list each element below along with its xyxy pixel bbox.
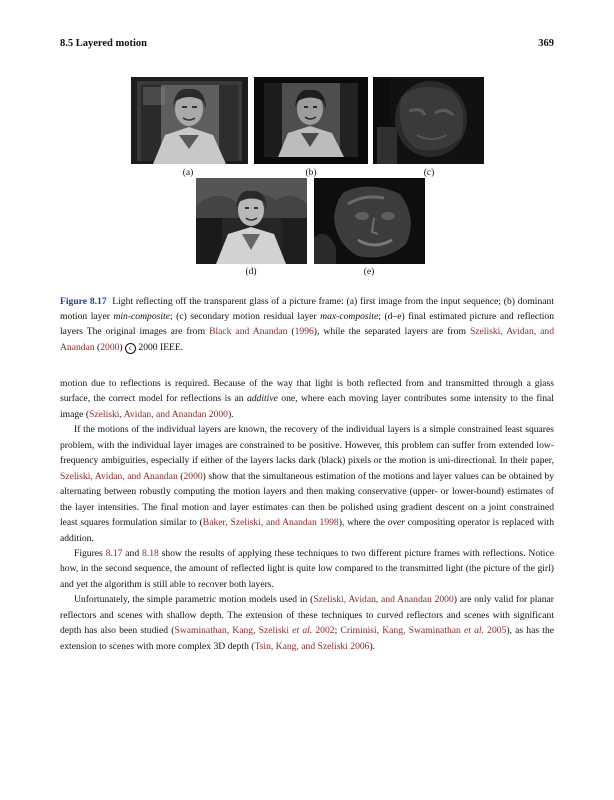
body-text — [60, 376, 554, 654]
figure-panel-c — [373, 77, 484, 164]
section-title: 8.5 Layered motion — [60, 38, 148, 49]
paragraph: motion due to reflections is required. Because of the way that light is both reflected from and transmitted through a glass surface, the correct model for reflections is an additive one, where each moving layer contributes some intensity to the final image (Szeliski, Avidan, and Anandan 2000). — [60, 378, 554, 420]
citation-link[interactable]: Baker, Szeliski, and Anandan 1998 — [202, 517, 339, 529]
panel-label-a: (a) — [182, 168, 194, 178]
citation-link[interactable]: Szeliski, Avidan, and Anandan — [60, 470, 178, 482]
citation-link[interactable]: Tsin, Kang, and Szeliski 2006 — [254, 640, 370, 652]
figure-panel-d — [196, 178, 307, 264]
citation-link[interactable]: 2000 — [183, 470, 203, 482]
citation-link[interactable]: Criminisi, Kang, Swaminathan et al. 2005 — [340, 625, 507, 637]
figure-caption: Figure 8.17 Light reflecting off the transparent glass of a picture frame: (a) first image from the input sequence; (b) dominant motion layer min-composite; (c) secondary motion residual layer max-composite; (d–e) final estimated picture and reflection layers The original images are from Black and Anandan (1996), while the separated layers are from Szeliski, Avidan, and Anandan (2000) c 2000 IEEE. — [60, 296, 554, 353]
figure-panel-e — [314, 178, 425, 264]
citation-link[interactable]: Szeliski, Avidan, and Anandan 2000 — [89, 408, 228, 420]
panel-label-e: (e) — [363, 267, 375, 277]
citation-link[interactable]: Black and Anandan — [209, 326, 288, 338]
figure-link[interactable]: 8.18 — [142, 547, 159, 559]
citation-link[interactable]: Swaminathan, Kang, Szeliski et al. 2002 — [174, 625, 335, 637]
citation-link[interactable]: Szeliski, Avidan, and Anandan 2000 — [313, 594, 454, 606]
paragraph: Unfortunately, the simple parametric motion models used in (Szeliski, Avidan, and Anandan 2000) are only valid for planar reflectors and scenes with shallow depth. The extension of these techniques to curved reflectors and scenes with significant depth has also been studied (Swaminathan, Kang, Szeliski et al. 2002; Criminisi, Kang, Swaminathan et al. 2005), as has the extension to scenes with more complex 3D depth (Tsin, Kang, and Szeliski 2006). — [60, 594, 554, 652]
panel-label-b: (b) — [305, 168, 317, 178]
panel-label-c: (c) — [423, 168, 435, 178]
panel-label-d: (d) — [245, 267, 257, 277]
paragraph: Figures 8.17 and 8.18 show the results of applying these techniques to two different picture frames with reflections. Notice how, in the second sequence, the amount of reflected light is quite low compared to the transmitted light (the picture of the girl) and yet the algorithm is still able to recover both layers. — [60, 547, 554, 590]
figure-label: Figure 8.17 — [60, 296, 107, 307]
figure-panel-a — [131, 77, 248, 164]
paragraph: If the motions of the individual layers are known, the recovery of the individual layers is a simple constrained least squares problem, with the individual layer images are constrained to be positive. However, this problem can suffer from extended low-frequency ambiguities, especially if either of the layers lacks dark (black) pixels or the motion is uni-directional. In their paper, Szeliski, Avidan, and Anandan (2000) show that the simultaneous estimation of the motions and layer values can be obtained by alternating between robustly computing the motion layers and then making conservative (upper- or lower-bound) estimates of the layer intensities. The final motion and layer estimates can then be polished using gradient descent on a joint constrained least squares formulation similar to (Baker, Szeliski, and Anandan 1998), where the over compositing operator is replaced with addition. — [60, 424, 555, 544]
figure-link[interactable]: 8.17 — [105, 547, 123, 559]
citation-link[interactable]: Szeliski, Avidan, and Anandan — [60, 326, 554, 353]
running-header — [60, 38, 554, 52]
citation-link[interactable]: 1996 — [294, 326, 314, 338]
figure-panel-b — [254, 77, 368, 164]
citation-link[interactable]: 2000 — [100, 341, 120, 353]
copyright-icon: c — [125, 343, 136, 354]
page-number: 369 — [538, 38, 554, 49]
